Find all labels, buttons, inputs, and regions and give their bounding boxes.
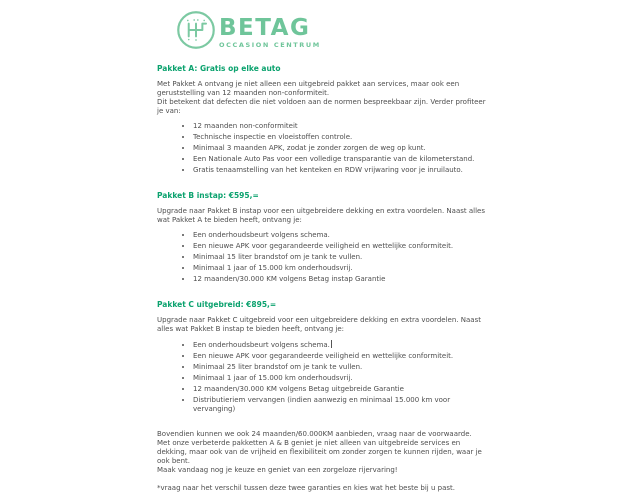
list-item: • Een nieuwe APK voor gegarandeerde veiligheid en wettelijke conformiteit. <box>193 242 491 251</box>
pakket-b-bullet-list <box>157 231 491 284</box>
betag-logo <box>219 16 321 49</box>
list-item: • Distributieriem vervangen (indien aanwezig en minimaal 15.000 km voor vervanging) <box>193 396 491 414</box>
list-item: • 12 maanden non-conformiteit <box>193 122 491 131</box>
pakket-b-paragraph: Upgrade naar Pakket B instap voor een uitgebreidere dekking en extra voordelen. Naast alles wat Pakket A te bieden heeft, ontvang je: <box>157 207 486 224</box>
list-item: • Minimaal 25 liter brandstof om je tank te vullen. <box>193 363 491 372</box>
list-item <box>193 340 491 350</box>
list-item: • 12 maanden/30.000 KM volgens Betag instap Garantie <box>193 275 491 284</box>
closing-paragraph: Maak vandaag nog je keuze en geniet van een zorgeloze rijervaring! <box>157 466 398 474</box>
pakket-a-paragraph: Dit betekent dat defecten die niet voldoen aan de normen bespreekbaar zijn. Verder profiteer je van: <box>157 98 486 115</box>
brand-name: BETAG <box>219 14 311 41</box>
list-item: • Een Nationale Auto Pas voor een volledige transparantie van de kilometerstand. <box>193 155 491 164</box>
pakket-c-heading: Pakket C uitgebreid: €895,= <box>157 300 277 309</box>
closing-text <box>157 430 491 493</box>
brand-header <box>0 0 640 54</box>
list-item: • Minimaal 1 jaar of 15.000 km onderhoudsvrij. <box>193 264 491 273</box>
list-item: • Technische inspectie en vloeistoffen controle. <box>193 133 491 142</box>
list-item-text: Een onderhoudsbeurt volgens schema. <box>193 341 330 349</box>
gear-shift-icon <box>176 10 216 54</box>
list-item: • 12 maanden/30.000 KM volgens Betag uitgebreide Garantie <box>193 385 491 394</box>
list-item: • Minimaal 3 maanden APK, zodat je zonder zorgen de weg op kunt. <box>193 144 491 153</box>
list-item: • Minimaal 15 liter brandstof om je tank te vullen. <box>193 253 491 262</box>
list-item: • Gratis tenaamstelling van het kenteken en RDW vrijwaring voor je inruilauto. <box>193 166 491 175</box>
section-pakket-b <box>157 191 491 284</box>
pakket-a-heading: Pakket A: Gratis op elke auto <box>157 64 281 73</box>
list-item: • Een nieuwe APK voor gegarandeerde veiligheid en wettelijke conformiteit. <box>193 352 491 361</box>
text-cursor <box>331 340 332 348</box>
closing-paragraph: Met onze verbeterde pakketten A & B geniet je niet alleen van uitgebreide services en dekking, maar ook van de vrijheid en flexibiliteit om zonder zorgen te kunnen rijden, waar je ook bent. <box>157 439 482 465</box>
document-content <box>157 64 491 493</box>
brand-tagline: OCCASION CENTRUM <box>219 40 321 49</box>
pakket-c-bullet-list <box>157 340 491 414</box>
pakket-c-paragraph: Upgrade naar Pakket C uitgebreid voor een uitgebreidere dekking en extra voordelen. Naast alles wat Pakket B instap te bieden heeft, ontvang je: <box>157 316 481 333</box>
closing-paragraph: Bovendien kunnen we ook 24 maanden/60.000KM aanbieden, vraag naar de voorwaarde. <box>157 430 472 438</box>
pakket-a-bullet-list <box>157 122 491 175</box>
footnote: *vraag naar het verschil tussen deze twee garanties en kies wat het beste bij u past. <box>157 484 455 492</box>
section-pakket-a <box>157 64 491 175</box>
list-item: • Een onderhoudsbeurt volgens schema. <box>193 231 491 240</box>
section-pakket-c <box>157 300 491 414</box>
list-item: • Minimaal 1 jaar of 15.000 km onderhoudsvrij. <box>193 374 491 383</box>
pakket-b-heading: Pakket B instap: €595,= <box>157 191 259 200</box>
pakket-a-paragraph: Met Pakket A ontvang je niet alleen een uitgebreid pakket aan services, maar ook een geruststelling van 12 maanden non-conformiteit. <box>157 80 460 97</box>
